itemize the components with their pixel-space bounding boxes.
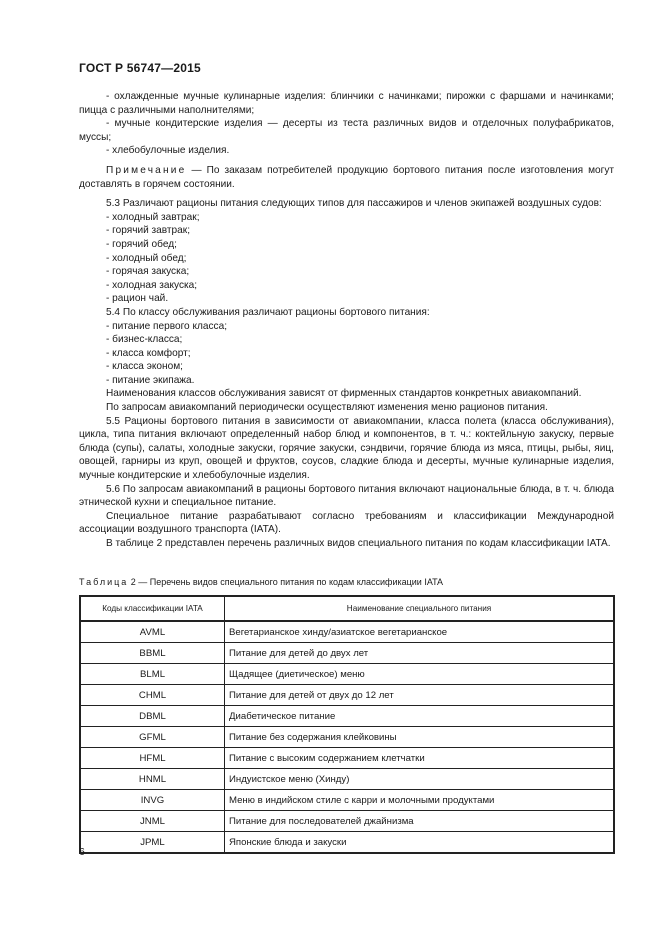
column-header-code: Коды классификации IATA — [80, 596, 225, 621]
page-number: 6 — [79, 846, 85, 858]
list-item: - холодный завтрак; — [106, 211, 200, 223]
list-item: - питание экипажа. — [106, 374, 195, 386]
meal-name: Питание без содержания клейковины — [225, 727, 615, 748]
meal-code: JNML — [80, 811, 225, 832]
clause-5-6: 5.6 По запросам авиакомпаний в рационы бортового питания включают национальные блюда, в т. ч. блюда этнической кухни и специальное питание. — [79, 483, 614, 509]
table-row — [80, 769, 614, 790]
list-item: - горячая закуска; — [106, 266, 190, 278]
meal-code: HNML — [80, 769, 225, 790]
meal-code: CHML — [80, 685, 225, 706]
list-item: - холодная закуска; — [106, 279, 198, 291]
meal-name: Индуистское меню (Хинду) — [225, 769, 615, 790]
meal-name: Японские блюда и закуски — [225, 832, 615, 854]
note-label: Примечание — [106, 164, 187, 176]
table-row — [80, 790, 614, 811]
table-row — [80, 685, 614, 706]
table-row — [80, 621, 614, 643]
clause-5-4: 5.4 По классу обслуживания различают рационы бортового питания: — [106, 306, 430, 318]
meal-name: Диабетическое питание — [225, 706, 615, 727]
meal-name: Питание для детей до двух лет — [225, 643, 615, 664]
table-row — [80, 727, 614, 748]
meal-code: BBML — [80, 643, 225, 664]
list-item: - охлажденные мучные кулинарные изделия: блинчики с начинками; пирожки с фаршами и начинками; пицца с различными наполнителями; — [79, 91, 614, 116]
meal-name: Питание для последователей джайнизма — [225, 811, 615, 832]
list-item: - класса эконом; — [106, 361, 183, 373]
special-meals-table — [79, 595, 615, 854]
list-item: - мучные кондитерские изделия — десерты из теста различных видов и отделочных полуфабрикатов, муссы; — [79, 118, 614, 143]
meal-code: HFML — [80, 748, 225, 769]
note-text: — По заказам потребителей продукцию бортового питания после изготовления могут доставлять в горячем состоянии. — [79, 164, 614, 190]
list-item: - класса комфорт; — [106, 347, 191, 359]
list-item: - бизнес-класса; — [106, 334, 183, 346]
table-row — [80, 811, 614, 832]
paragraph: По запросам авиакомпаний периодически осуществляют изменения меню рационов питания. — [106, 402, 548, 414]
table-row — [80, 706, 614, 727]
meal-code: INVG — [80, 790, 225, 811]
meal-name: Меню в индийском стиле с карри и молочными продуктами — [225, 790, 615, 811]
paragraph: В таблице 2 представлен перечень различных видов специального питания по кодам классификации IATA. — [106, 538, 611, 549]
table-row — [80, 643, 614, 664]
table-row — [80, 664, 614, 685]
table-header-row — [80, 596, 614, 621]
paragraph: Специальное питание разрабатывают согласно требованиям и классификации Международной ассоциации воздушного транспорта (IATA). — [79, 510, 614, 536]
list-item: - холодный обед; — [106, 252, 187, 264]
meal-code: BLML — [80, 664, 225, 685]
table-caption-text: 2 — Перечень видов специального питания по кодам классификации IATA — [128, 577, 444, 587]
meal-name: Щадящее (диетическое) меню — [225, 664, 615, 685]
list-item: - рацион чай. — [106, 293, 169, 305]
meal-code: JPML — [80, 832, 225, 854]
paragraph: Наименования классов обслуживания зависят от фирменных стандартов конкретных авиакомпаний. — [106, 388, 582, 400]
clause-5-5: 5.5 Рационы бортового питания в зависимости от авиакомпании, класса полета (класса обслуживания), цикла, типа питания включают определенный набор блюд и компонентов, в т. ч.: коктейльную закуску, первые блюда (супы), салаты, холодные закуски, горячие закуски, сэндвичи, горячие блюда из мяса, птицы, рыбы, яиц, овощей, гарниры из круп, овощей и фруктов, соусов, сладкие блюда и десерты, мучные кулинарные изделия, мучные кондитерские и хлебобулочные изделия. — [79, 415, 614, 482]
table-row — [80, 832, 614, 854]
meal-code: DBML — [80, 706, 225, 727]
list-item: - питание первого класса; — [106, 320, 228, 332]
table-caption — [79, 577, 443, 587]
table-row — [80, 748, 614, 769]
list-item: - горячий обед; — [106, 238, 177, 250]
body-text — [79, 90, 614, 551]
list-item: - хлебобулочные изделия. — [106, 145, 230, 157]
meal-name: Питание с высоким содержанием клетчатки — [225, 748, 615, 769]
meal-name: Питание для детей от двух до 12 лет — [225, 685, 615, 706]
document-header: ГОСТ Р 56747—2015 — [79, 61, 201, 75]
clause-5-3: 5.3 Различают рационы питания следующих типов для пассажиров и членов экипажей воздушных судов: — [106, 198, 602, 210]
note — [79, 164, 614, 191]
column-header-name: Наименование специального питания — [225, 596, 615, 621]
list-item: - горячий завтрак; — [106, 225, 190, 237]
meal-name: Вегетарианское хинду/азиатское вегетарианское — [225, 621, 615, 643]
table-caption-label: Таблица — [79, 577, 129, 587]
meal-code: GFML — [80, 727, 225, 748]
meal-code: AVML — [80, 621, 225, 643]
